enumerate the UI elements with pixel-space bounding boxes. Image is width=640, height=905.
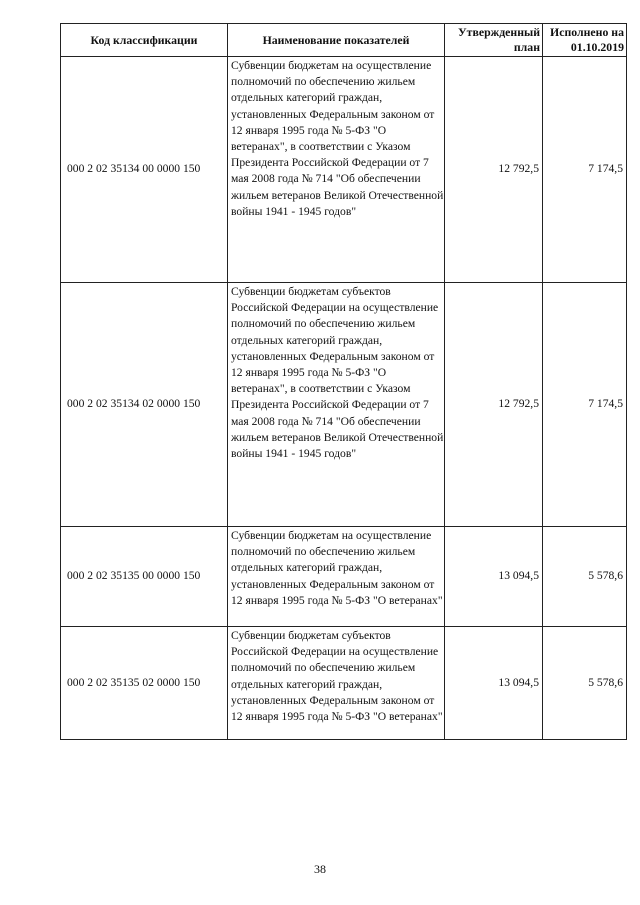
- row-plan: 13 094,5: [445, 527, 543, 627]
- row-name: Субвенции бюджетам на осуществление полномочий по обеспечению жильем отдельных категорий граждан, установленных Федеральным законом от 12 января 1995 года № 5-ФЗ "О ветеранах", в соответствии с Указом Президента Российской Федерации от 7 мая 2008 года № 714 "Об обеспечении жильем ветеранов Великой Отечественной войны 1941 - 1945 годов": [228, 57, 445, 283]
- header-name: Наименование показателей: [228, 24, 445, 57]
- header-code: Код классификации: [61, 24, 228, 57]
- row-plan: 12 792,5: [445, 283, 543, 527]
- row-plan: 12 792,5: [445, 57, 543, 283]
- row-done: 7 174,5: [543, 283, 627, 527]
- table-row: [61, 57, 627, 283]
- row-name: Субвенции бюджетам субъектов Российской Федерации на осуществление полномочий по обеспечению жильем отдельных категорий граждан, установленных Федеральным законом от 12 января 1995 года № 5-ФЗ "О ветеранах": [228, 627, 445, 740]
- table-row: [61, 627, 627, 740]
- row-code: 000 2 02 35134 00 0000 150: [61, 57, 228, 283]
- table-row: [61, 283, 627, 527]
- row-name: Субвенции бюджетам на осуществление полномочий по обеспечению жильем отдельных категорий граждан, установленных Федеральным законом от 12 января 1995 года № 5-ФЗ "О ветеранах": [228, 527, 445, 627]
- row-done: 5 578,6: [543, 527, 627, 627]
- row-plan: 13 094,5: [445, 627, 543, 740]
- page-number: 38: [314, 862, 326, 876]
- table-row: [61, 527, 627, 627]
- header-done: Исполнено на 01.10.2019: [543, 24, 627, 57]
- row-done: 7 174,5: [543, 57, 627, 283]
- table-header-row: [61, 24, 627, 57]
- row-code: 000 2 02 35134 02 0000 150: [61, 283, 228, 527]
- row-code: 000 2 02 35135 00 0000 150: [61, 527, 228, 627]
- row-done: 5 578,6: [543, 627, 627, 740]
- row-name: Субвенции бюджетам субъектов Российской Федерации на осуществление полномочий по обеспечению жильем отдельных категорий граждан, установленных Федеральным законом от 12 января 1995 года № 5-ФЗ "О ветеранах", в соответствии с Указом Президента Российской Федерации от 7 мая 2008 года № 714 "Об обеспечении жильем ветеранов Великой Отечественной войны 1941 - 1945 годов": [228, 283, 445, 527]
- row-code: 000 2 02 35135 02 0000 150: [61, 627, 228, 740]
- budget-table: [60, 23, 627, 740]
- header-plan: Утвержденный план: [445, 24, 543, 57]
